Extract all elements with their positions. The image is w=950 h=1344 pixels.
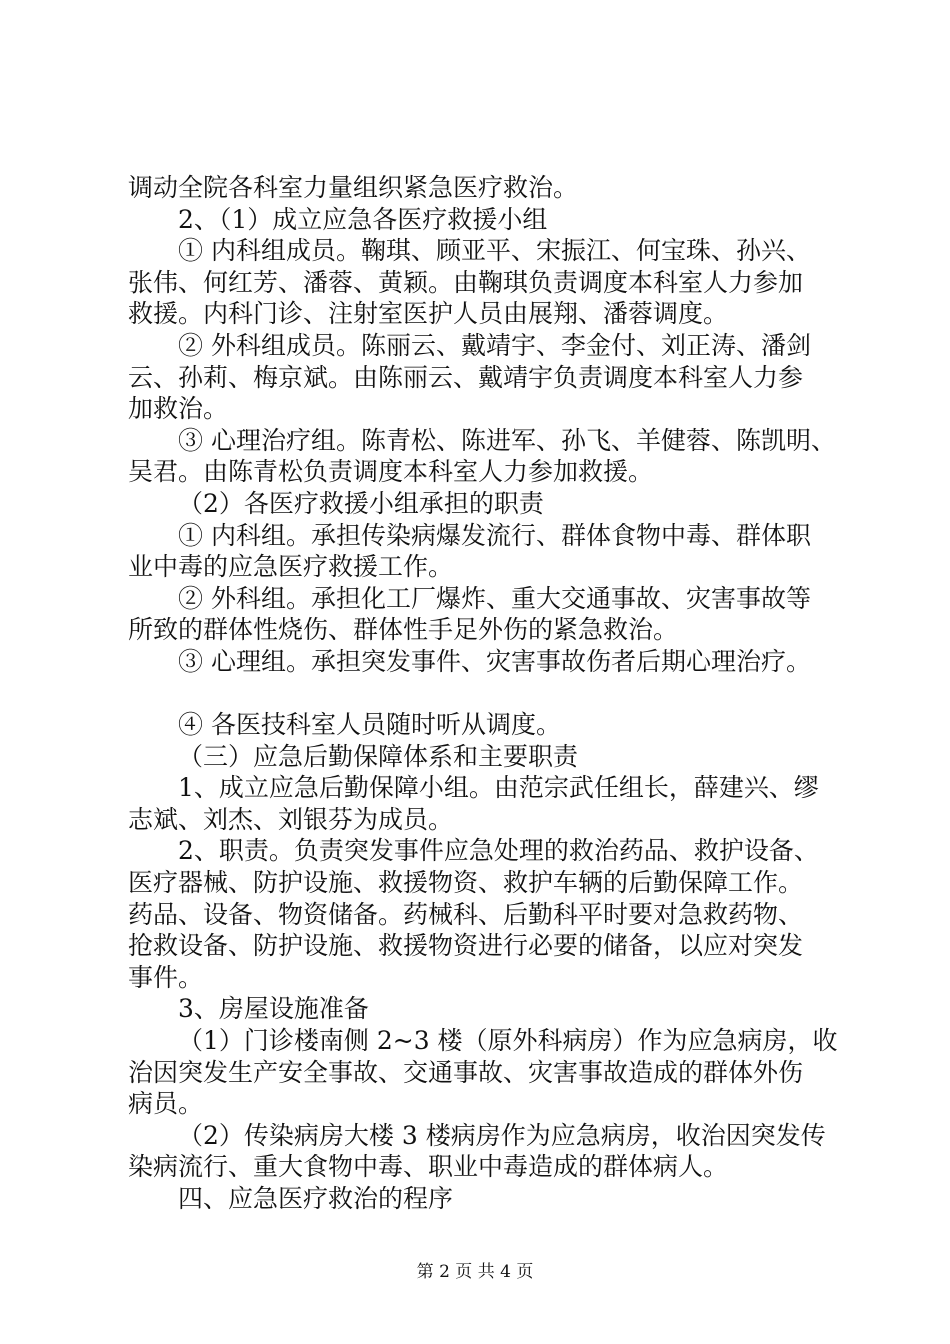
paragraph-line: 药品、设备、物资储备。药械科、后勤科平时要对急救药物、 — [128, 899, 804, 929]
paragraph-line: 2、（1）成立应急各医疗救援小组 — [178, 204, 548, 234]
paragraph-line: ① 内科组。承担传染病爆发流行、群体食物中毒、群体职 — [178, 520, 811, 550]
paragraph-line: 吴君。由陈青松负责调度本科室人力参加救援。 — [128, 457, 654, 487]
paragraph-line: 所致的群体性烧伤、群体性手足外伤的紧急救治。 — [128, 615, 679, 645]
paragraph-line: ② 外科组。承担化工厂爆炸、重大交通事故、灾害事故等 — [178, 583, 811, 613]
paragraph-line: 志斌、刘杰、刘银芬为成员。 — [128, 804, 454, 834]
paragraph-line: ④ 各医技科室人员随时听从调度。 — [178, 710, 561, 740]
paragraph-line: （2）传染病房大楼 3 楼病房作为应急病房，收治因突发传 — [178, 1120, 826, 1150]
paragraph-line: 治因突发生产安全事故、交通事故、灾害事故造成的群体外伤 — [128, 1057, 804, 1087]
blank-line — [128, 678, 833, 710]
paragraph-line: （2）各医疗救援小组承担的职责 — [178, 488, 544, 518]
paragraph-line: ① 内科组成员。鞠琪、顾亚平、宋振江、何宝珠、孙兴、 — [178, 236, 811, 266]
paragraph-line: 四、应急医疗救治的程序 — [178, 1184, 454, 1213]
paragraph-line: （1）门诊楼南侧 2~3 楼（原外科病房）作为应急病房，收 — [178, 1026, 838, 1056]
paragraph-line: ③ 心理治疗组。陈青松、陈进军、孙飞、羊健蓉、陈凯明、 — [178, 425, 836, 455]
paragraph-line: 病员。 — [128, 1089, 204, 1119]
document-body — [128, 172, 838, 1215]
paragraph-line: 调动全院各科室力量组织紧急医疗救治。 — [128, 173, 579, 202]
page-footer: 第 2 页 共 4 页 — [416, 1262, 534, 1282]
paragraph-line: 2、职责。负责突发事件应急处理的救治药品、救护设备、 — [178, 836, 819, 866]
paragraph-line: 3、房屋设施准备 — [178, 994, 369, 1024]
paragraph-line: ② 外科组成员。陈丽云、戴靖宇、李金付、刘正涛、潘剑 — [178, 330, 811, 360]
paragraph-line: 染病流行、重大食物中毒、职业中毒造成的群体病人。 — [128, 1152, 729, 1182]
paragraph-line: 事件。 — [128, 962, 204, 992]
paragraph-line: 1、成立应急后勤保障小组。由范宗武任组长，薛建兴、缪 — [178, 773, 819, 803]
paragraph-line: （三）应急后勤保障体系和主要职责 — [178, 741, 579, 771]
paragraph-line: 业中毒的应急医疗救援工作。 — [128, 552, 454, 582]
paragraph-line: 加救治。 — [128, 394, 229, 424]
paragraph-line: 云、孙莉、梅京斌。由陈丽云、戴靖宇负责调度本科室人力参 — [128, 362, 804, 392]
paragraph-line: 救援。内科门诊、注射室医护人员由展翔、潘蓉调度。 — [128, 299, 729, 329]
paragraph-line: 医疗器械、防护设施、救援物资、救护车辆的后勤保障工作。 — [128, 868, 804, 898]
paragraph-line: ③ 心理组。承担突发事件、灾害事故伤者后期心理治疗。 — [178, 646, 811, 676]
paragraph-line: 张伟、何红芳、潘蓉、黄颖。由鞠琪负责调度本科室人力参加 — [128, 267, 804, 297]
paragraph-line: 抢救设备、防护设施、救援物资进行必要的储备，以应对突发 — [128, 931, 804, 961]
